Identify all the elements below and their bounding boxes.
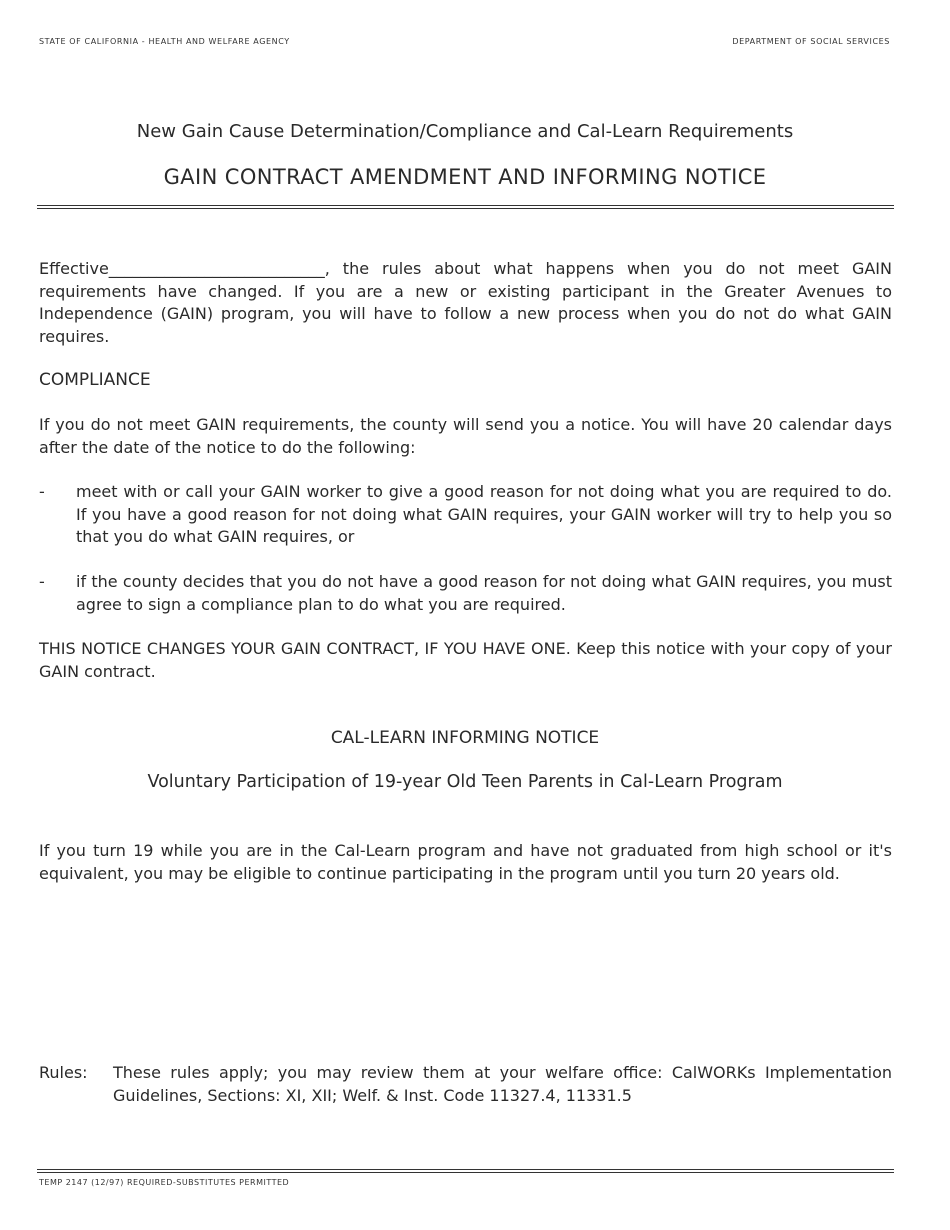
- rules-text: These rules apply; you may review them at your welfare office: CalWORKs Implementation Guidelines, Sections: XI, XII; Welf. & Inst. Code 11327.4, 11331.5: [113, 1063, 892, 1105]
- intro-paragraph: Effective___________________________, the rules about what happens when you do not meet GAIN requirements have changed. If you are a new or existing participant in the Greater Avenues to Independence (GAIN) program, you will have to follow a new process when you do not do what GAIN requires.: [39, 259, 892, 346]
- contract-notice-paragraph: THIS NOTICE CHANGES YOUR GAIN CONTRACT, IF YOU HAVE ONE. Keep this notice with your copy of your GAIN contract.: [39, 639, 892, 681]
- title-divider: [37, 205, 894, 209]
- cal-learn-paragraph: If you turn 19 while you are in the Cal-Learn program and have not graduated from high school or it's equivalent, you may be eligible to continue participating in the program until you turn 20 years old.: [39, 841, 892, 883]
- cal-learn-heading: CAL-LEARN INFORMING NOTICE: [330, 728, 600, 748]
- bullet-text: if the county decides that you do not have a good reason for not doing what GAIN requires, you must agree to sign a compliance plan to do what you are required.: [76, 572, 892, 614]
- rules-section: [39, 1062, 892, 1107]
- department-header: DEPARTMENT OF SOCIAL SERVICES: [732, 37, 890, 46]
- footer-divider: [37, 1169, 894, 1173]
- bullet-marker: -: [39, 572, 45, 591]
- compliance-paragraph: If you do not meet GAIN requirements, the county will send you a notice. You will have 20 calendar days after the date of the notice to do the following:: [39, 415, 892, 457]
- cal-learn-subheading: Voluntary Participation of 19-year Old Teen Parents in Cal-Learn Program: [147, 772, 783, 792]
- agency-header: STATE OF CALIFORNIA - HEALTH AND WELFARE AGENCY: [39, 37, 290, 46]
- list-item: [39, 481, 892, 549]
- document-title: GAIN CONTRACT AMENDMENT AND INFORMING NOTICE: [163, 165, 767, 189]
- list-item: [39, 571, 892, 616]
- document-subtitle: New Gain Cause Determination/Compliance and Cal-Learn Requirements: [136, 121, 794, 142]
- rules-label: Rules:: [39, 1063, 88, 1082]
- compliance-heading: COMPLIANCE: [39, 370, 151, 390]
- bullet-marker: -: [39, 482, 45, 501]
- form-number-footer: TEMP 2147 (12/97) REQUIRED-SUBSTITUTES PERMITTED: [39, 1178, 290, 1187]
- bullet-text: meet with or call your GAIN worker to give a good reason for not doing what you are required to do. If you have a good reason for not doing what GAIN requires, your GAIN worker will try to help you so that you do what GAIN requires, or: [76, 482, 892, 546]
